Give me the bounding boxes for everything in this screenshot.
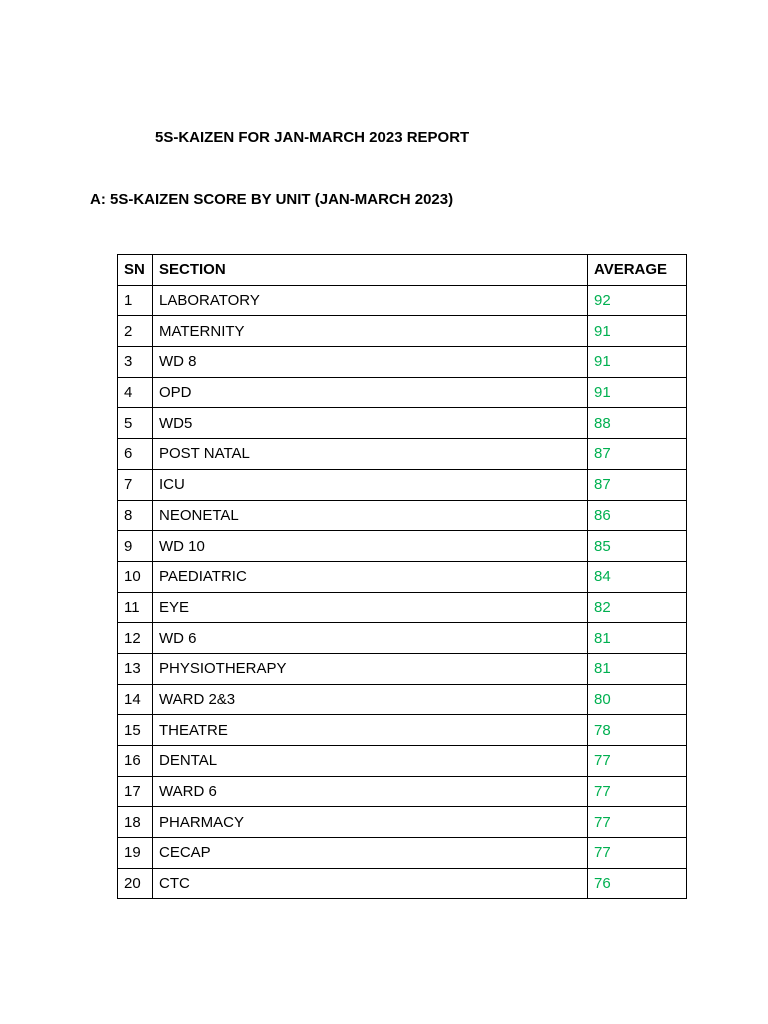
score-table (117, 254, 687, 899)
table-row (118, 377, 687, 408)
cell-section: EYE (153, 592, 588, 623)
cell-average: 80 (588, 684, 687, 715)
cell-section: MATERNITY (153, 316, 588, 347)
cell-average: 77 (588, 746, 687, 777)
table-row (118, 623, 687, 654)
cell-average: 88 (588, 408, 687, 439)
cell-average: 87 (588, 439, 687, 470)
cell-average: 76 (588, 868, 687, 899)
cell-average: 91 (588, 316, 687, 347)
table-row (118, 838, 687, 869)
cell-section: WARD 6 (153, 776, 588, 807)
cell-section: WD 10 (153, 531, 588, 562)
cell-section: THEATRE (153, 715, 588, 746)
table-row (118, 469, 687, 500)
cell-sn: 2 (118, 316, 153, 347)
cell-sn: 5 (118, 408, 153, 439)
cell-average: 85 (588, 531, 687, 562)
table-row (118, 439, 687, 470)
cell-section: ICU (153, 469, 588, 500)
cell-sn: 8 (118, 500, 153, 531)
table-row (118, 592, 687, 623)
cell-section: WD5 (153, 408, 588, 439)
cell-section: WARD 2&3 (153, 684, 588, 715)
cell-average: 86 (588, 500, 687, 531)
cell-average: 91 (588, 377, 687, 408)
cell-sn: 11 (118, 592, 153, 623)
cell-average: 92 (588, 285, 687, 316)
cell-section: WD 8 (153, 347, 588, 378)
table-row (118, 715, 687, 746)
cell-sn: 3 (118, 347, 153, 378)
cell-average: 82 (588, 592, 687, 623)
table-row (118, 500, 687, 531)
cell-sn: 7 (118, 469, 153, 500)
table-row (118, 285, 687, 316)
cell-sn: 20 (118, 868, 153, 899)
cell-sn: 17 (118, 776, 153, 807)
header-average: AVERAGE (588, 255, 687, 286)
cell-average: 81 (588, 653, 687, 684)
cell-sn: 4 (118, 377, 153, 408)
cell-section: OPD (153, 377, 588, 408)
cell-average: 77 (588, 838, 687, 869)
table-row (118, 561, 687, 592)
cell-average: 87 (588, 469, 687, 500)
cell-sn: 9 (118, 531, 153, 562)
table-row (118, 746, 687, 777)
table-row (118, 807, 687, 838)
cell-average: 77 (588, 807, 687, 838)
cell-average: 84 (588, 561, 687, 592)
header-sn: SN (118, 255, 153, 286)
table-row (118, 531, 687, 562)
cell-section: PHARMACY (153, 807, 588, 838)
cell-average: 77 (588, 776, 687, 807)
cell-section: WD 6 (153, 623, 588, 654)
cell-sn: 15 (118, 715, 153, 746)
table-row (118, 684, 687, 715)
cell-sn: 10 (118, 561, 153, 592)
table-row (118, 408, 687, 439)
cell-section: POST NATAL (153, 439, 588, 470)
cell-section: CECAP (153, 838, 588, 869)
cell-section: DENTAL (153, 746, 588, 777)
table-header-row (118, 255, 687, 286)
cell-sn: 16 (118, 746, 153, 777)
table-row (118, 316, 687, 347)
cell-sn: 12 (118, 623, 153, 654)
table-row (118, 653, 687, 684)
table-row (118, 776, 687, 807)
cell-section: LABORATORY (153, 285, 588, 316)
cell-section: NEONETAL (153, 500, 588, 531)
cell-sn: 6 (118, 439, 153, 470)
cell-average: 78 (588, 715, 687, 746)
cell-sn: 19 (118, 838, 153, 869)
cell-sn: 18 (118, 807, 153, 838)
cell-section: PAEDIATRIC (153, 561, 588, 592)
header-section: SECTION (153, 255, 588, 286)
section-heading: A: 5S-KAIZEN SCORE BY UNIT (JAN-MARCH 2023) (90, 191, 454, 208)
cell-sn: 14 (118, 684, 153, 715)
cell-average: 91 (588, 347, 687, 378)
table-row (118, 347, 687, 378)
cell-section: CTC (153, 868, 588, 899)
cell-section: PHYSIOTHERAPY (153, 653, 588, 684)
cell-average: 81 (588, 623, 687, 654)
document-title: 5S-KAIZEN FOR JAN-MARCH 2023 REPORT (155, 129, 470, 146)
cell-sn: 1 (118, 285, 153, 316)
table-row (118, 868, 687, 899)
cell-sn: 13 (118, 653, 153, 684)
